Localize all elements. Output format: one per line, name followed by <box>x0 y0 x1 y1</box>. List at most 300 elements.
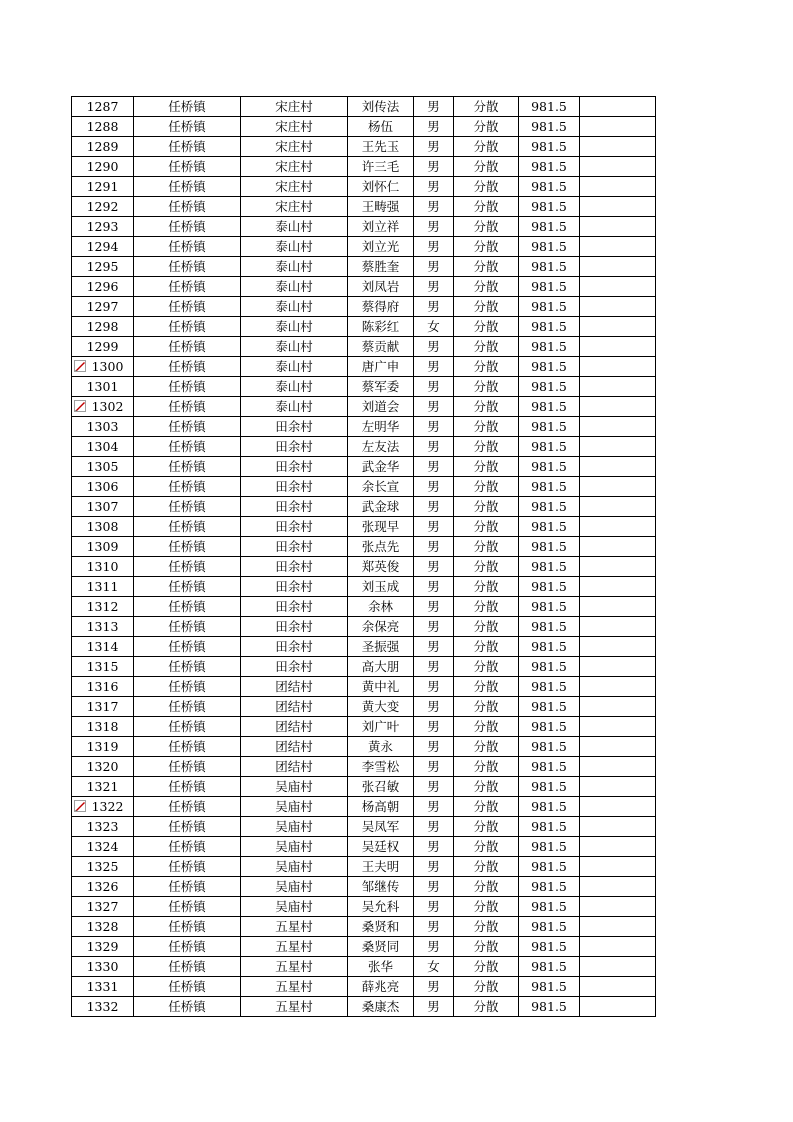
support-type-cell[interactable]: 分散 <box>454 677 519 697</box>
support-type-cell[interactable]: 分散 <box>454 817 519 837</box>
name-cell[interactable]: 吴廷权 <box>348 837 414 857</box>
town-cell[interactable]: 任桥镇 <box>134 777 241 797</box>
support-type-cell[interactable]: 分散 <box>454 717 519 737</box>
name-cell[interactable]: 郑英俊 <box>348 557 414 577</box>
name-cell[interactable]: 刘立祥 <box>348 217 414 237</box>
note-cell[interactable] <box>580 737 656 757</box>
row-number-cell[interactable]: 1308 <box>72 517 134 537</box>
village-cell[interactable]: 吴庙村 <box>241 857 348 877</box>
village-cell[interactable]: 五星村 <box>241 957 348 977</box>
note-cell[interactable] <box>580 97 656 117</box>
gender-cell[interactable]: 男 <box>414 857 454 877</box>
gender-cell[interactable]: 男 <box>414 697 454 717</box>
row-number-cell[interactable]: 1307 <box>72 497 134 517</box>
town-cell[interactable]: 任桥镇 <box>134 317 241 337</box>
support-type-cell[interactable]: 分散 <box>454 757 519 777</box>
note-cell[interactable] <box>580 757 656 777</box>
row-number-cell[interactable]: 1329 <box>72 937 134 957</box>
town-cell[interactable]: 任桥镇 <box>134 617 241 637</box>
village-cell[interactable]: 五星村 <box>241 937 348 957</box>
note-cell[interactable] <box>580 477 656 497</box>
note-cell[interactable] <box>580 817 656 837</box>
support-type-cell[interactable]: 分散 <box>454 977 519 997</box>
gender-cell[interactable]: 男 <box>414 297 454 317</box>
amount-cell[interactable]: 981.5 <box>519 437 580 457</box>
town-cell[interactable]: 任桥镇 <box>134 417 241 437</box>
support-type-cell[interactable]: 分散 <box>454 157 519 177</box>
amount-cell[interactable]: 981.5 <box>519 577 580 597</box>
amount-cell[interactable]: 981.5 <box>519 417 580 437</box>
gender-cell[interactable]: 男 <box>414 977 454 997</box>
village-cell[interactable]: 田余村 <box>241 437 348 457</box>
amount-cell[interactable]: 981.5 <box>519 597 580 617</box>
gender-cell[interactable]: 男 <box>414 797 454 817</box>
row-number-cell[interactable]: 1318 <box>72 717 134 737</box>
amount-cell[interactable]: 981.5 <box>519 637 580 657</box>
row-number-cell[interactable]: 1319 <box>72 737 134 757</box>
name-cell[interactable]: 武金球 <box>348 497 414 517</box>
village-cell[interactable]: 泰山村 <box>241 337 348 357</box>
name-cell[interactable]: 刘立光 <box>348 237 414 257</box>
name-cell[interactable]: 桑贤同 <box>348 937 414 957</box>
row-number-cell[interactable]: 1296 <box>72 277 134 297</box>
name-cell[interactable]: 桑贤和 <box>348 917 414 937</box>
support-type-cell[interactable]: 分散 <box>454 377 519 397</box>
note-cell[interactable] <box>580 717 656 737</box>
row-number-cell[interactable]: 1311 <box>72 577 134 597</box>
gender-cell[interactable]: 男 <box>414 177 454 197</box>
town-cell[interactable]: 任桥镇 <box>134 517 241 537</box>
amount-cell[interactable]: 981.5 <box>519 957 580 977</box>
amount-cell[interactable]: 981.5 <box>519 377 580 397</box>
gender-cell[interactable]: 男 <box>414 597 454 617</box>
row-number-cell[interactable]: 1327 <box>72 897 134 917</box>
amount-cell[interactable]: 981.5 <box>519 277 580 297</box>
town-cell[interactable]: 任桥镇 <box>134 537 241 557</box>
row-number-cell[interactable]: 1288 <box>72 117 134 137</box>
name-cell[interactable]: 刘玉成 <box>348 577 414 597</box>
amount-cell[interactable]: 981.5 <box>519 397 580 417</box>
village-cell[interactable]: 团结村 <box>241 717 348 737</box>
note-cell[interactable] <box>580 317 656 337</box>
note-cell[interactable] <box>580 837 656 857</box>
row-number-cell[interactable]: 1289 <box>72 137 134 157</box>
note-cell[interactable] <box>580 197 656 217</box>
note-cell[interactable] <box>580 677 656 697</box>
gender-cell[interactable]: 男 <box>414 477 454 497</box>
name-cell[interactable]: 黄中礼 <box>348 677 414 697</box>
note-cell[interactable] <box>580 877 656 897</box>
gender-cell[interactable]: 男 <box>414 457 454 477</box>
village-cell[interactable]: 泰山村 <box>241 357 348 377</box>
gender-cell[interactable]: 男 <box>414 377 454 397</box>
gender-cell[interactable]: 男 <box>414 617 454 637</box>
town-cell[interactable]: 任桥镇 <box>134 997 241 1017</box>
note-cell[interactable] <box>580 397 656 417</box>
amount-cell[interactable]: 981.5 <box>519 517 580 537</box>
amount-cell[interactable]: 981.5 <box>519 217 580 237</box>
name-cell[interactable]: 杨伍 <box>348 117 414 137</box>
amount-cell[interactable]: 981.5 <box>519 177 580 197</box>
village-cell[interactable]: 泰山村 <box>241 277 348 297</box>
note-cell[interactable] <box>580 157 656 177</box>
support-type-cell[interactable]: 分散 <box>454 517 519 537</box>
village-cell[interactable]: 田余村 <box>241 497 348 517</box>
row-number-cell[interactable]: 1294 <box>72 237 134 257</box>
support-type-cell[interactable]: 分散 <box>454 797 519 817</box>
gender-cell[interactable]: 男 <box>414 137 454 157</box>
gender-cell[interactable]: 男 <box>414 197 454 217</box>
town-cell[interactable]: 任桥镇 <box>134 977 241 997</box>
row-number-cell[interactable]: 1325 <box>72 857 134 877</box>
amount-cell[interactable]: 981.5 <box>519 97 580 117</box>
amount-cell[interactable]: 981.5 <box>519 157 580 177</box>
amount-cell[interactable]: 981.5 <box>519 477 580 497</box>
town-cell[interactable]: 任桥镇 <box>134 577 241 597</box>
town-cell[interactable]: 任桥镇 <box>134 337 241 357</box>
name-cell[interactable]: 黄大变 <box>348 697 414 717</box>
support-type-cell[interactable]: 分散 <box>454 477 519 497</box>
row-number-cell[interactable]: 1322 <box>72 797 134 817</box>
note-cell[interactable] <box>580 217 656 237</box>
village-cell[interactable]: 吴庙村 <box>241 877 348 897</box>
gender-cell[interactable]: 男 <box>414 577 454 597</box>
amount-cell[interactable]: 981.5 <box>519 557 580 577</box>
support-type-cell[interactable]: 分散 <box>454 497 519 517</box>
village-cell[interactable]: 田余村 <box>241 577 348 597</box>
support-type-cell[interactable]: 分散 <box>454 557 519 577</box>
amount-cell[interactable]: 981.5 <box>519 897 580 917</box>
support-type-cell[interactable]: 分散 <box>454 457 519 477</box>
town-cell[interactable]: 任桥镇 <box>134 477 241 497</box>
village-cell[interactable]: 宋庄村 <box>241 117 348 137</box>
row-number-cell[interactable]: 1292 <box>72 197 134 217</box>
amount-cell[interactable]: 981.5 <box>519 797 580 817</box>
name-cell[interactable]: 蔡贡献 <box>348 337 414 357</box>
village-cell[interactable]: 泰山村 <box>241 297 348 317</box>
village-cell[interactable]: 田余村 <box>241 517 348 537</box>
gender-cell[interactable]: 男 <box>414 257 454 277</box>
town-cell[interactable]: 任桥镇 <box>134 217 241 237</box>
support-type-cell[interactable]: 分散 <box>454 217 519 237</box>
amount-cell[interactable]: 981.5 <box>519 657 580 677</box>
gender-cell[interactable]: 男 <box>414 537 454 557</box>
town-cell[interactable]: 任桥镇 <box>134 737 241 757</box>
town-cell[interactable]: 任桥镇 <box>134 857 241 877</box>
row-number-cell[interactable]: 1321 <box>72 777 134 797</box>
amount-cell[interactable]: 981.5 <box>519 497 580 517</box>
name-cell[interactable]: 杨高朝 <box>348 797 414 817</box>
name-cell[interactable]: 余林 <box>348 597 414 617</box>
note-cell[interactable] <box>580 997 656 1017</box>
support-type-cell[interactable]: 分散 <box>454 357 519 377</box>
amount-cell[interactable]: 981.5 <box>519 997 580 1017</box>
gender-cell[interactable]: 男 <box>414 157 454 177</box>
row-number-cell[interactable]: 1331 <box>72 977 134 997</box>
row-number-cell[interactable]: 1290 <box>72 157 134 177</box>
village-cell[interactable]: 吴庙村 <box>241 777 348 797</box>
town-cell[interactable]: 任桥镇 <box>134 257 241 277</box>
amount-cell[interactable]: 981.5 <box>519 917 580 937</box>
row-number-cell[interactable]: 1326 <box>72 877 134 897</box>
support-type-cell[interactable]: 分散 <box>454 777 519 797</box>
village-cell[interactable]: 五星村 <box>241 917 348 937</box>
name-cell[interactable]: 薛兆亮 <box>348 977 414 997</box>
support-type-cell[interactable]: 分散 <box>454 997 519 1017</box>
town-cell[interactable]: 任桥镇 <box>134 937 241 957</box>
village-cell[interactable]: 田余村 <box>241 457 348 477</box>
row-number-cell[interactable]: 1316 <box>72 677 134 697</box>
amount-cell[interactable]: 981.5 <box>519 117 580 137</box>
village-cell[interactable]: 田余村 <box>241 597 348 617</box>
name-cell[interactable]: 余长宣 <box>348 477 414 497</box>
gender-cell[interactable]: 男 <box>414 217 454 237</box>
village-cell[interactable]: 泰山村 <box>241 397 348 417</box>
amount-cell[interactable]: 981.5 <box>519 457 580 477</box>
row-number-cell[interactable]: 1297 <box>72 297 134 317</box>
town-cell[interactable]: 任桥镇 <box>134 497 241 517</box>
amount-cell[interactable]: 981.5 <box>519 717 580 737</box>
town-cell[interactable]: 任桥镇 <box>134 837 241 857</box>
amount-cell[interactable]: 981.5 <box>519 777 580 797</box>
name-cell[interactable]: 刘传法 <box>348 97 414 117</box>
town-cell[interactable]: 任桥镇 <box>134 277 241 297</box>
support-type-cell[interactable]: 分散 <box>454 617 519 637</box>
name-cell[interactable]: 王畴强 <box>348 197 414 217</box>
name-cell[interactable]: 武金华 <box>348 457 414 477</box>
row-number-cell[interactable]: 1330 <box>72 957 134 977</box>
support-type-cell[interactable]: 分散 <box>454 857 519 877</box>
note-cell[interactable] <box>580 177 656 197</box>
gender-cell[interactable]: 男 <box>414 937 454 957</box>
village-cell[interactable]: 宋庄村 <box>241 177 348 197</box>
comment-marker-icon[interactable] <box>74 360 86 372</box>
amount-cell[interactable]: 981.5 <box>519 297 580 317</box>
name-cell[interactable]: 邹继传 <box>348 877 414 897</box>
gender-cell[interactable]: 男 <box>414 877 454 897</box>
name-cell[interactable]: 黄永 <box>348 737 414 757</box>
village-cell[interactable]: 五星村 <box>241 977 348 997</box>
note-cell[interactable] <box>580 697 656 717</box>
name-cell[interactable]: 陈彩红 <box>348 317 414 337</box>
note-cell[interactable] <box>580 557 656 577</box>
town-cell[interactable]: 任桥镇 <box>134 677 241 697</box>
amount-cell[interactable]: 981.5 <box>519 237 580 257</box>
gender-cell[interactable]: 男 <box>414 517 454 537</box>
note-cell[interactable] <box>580 277 656 297</box>
village-cell[interactable]: 田余村 <box>241 617 348 637</box>
support-type-cell[interactable]: 分散 <box>454 657 519 677</box>
amount-cell[interactable]: 981.5 <box>519 137 580 157</box>
village-cell[interactable]: 团结村 <box>241 757 348 777</box>
name-cell[interactable]: 刘凤岩 <box>348 277 414 297</box>
note-cell[interactable] <box>580 577 656 597</box>
note-cell[interactable] <box>580 797 656 817</box>
gender-cell[interactable]: 男 <box>414 637 454 657</box>
row-number-cell[interactable]: 1320 <box>72 757 134 777</box>
support-type-cell[interactable]: 分散 <box>454 317 519 337</box>
town-cell[interactable]: 任桥镇 <box>134 597 241 617</box>
row-number-cell[interactable]: 1312 <box>72 597 134 617</box>
row-number-cell[interactable]: 1323 <box>72 817 134 837</box>
town-cell[interactable]: 任桥镇 <box>134 397 241 417</box>
town-cell[interactable]: 任桥镇 <box>134 797 241 817</box>
gender-cell[interactable]: 男 <box>414 397 454 417</box>
support-type-cell[interactable]: 分散 <box>454 637 519 657</box>
amount-cell[interactable]: 981.5 <box>519 817 580 837</box>
support-type-cell[interactable]: 分散 <box>454 337 519 357</box>
name-cell[interactable]: 左友法 <box>348 437 414 457</box>
town-cell[interactable]: 任桥镇 <box>134 437 241 457</box>
support-type-cell[interactable]: 分散 <box>454 597 519 617</box>
amount-cell[interactable]: 981.5 <box>519 977 580 997</box>
town-cell[interactable]: 任桥镇 <box>134 97 241 117</box>
row-number-cell[interactable]: 1309 <box>72 537 134 557</box>
name-cell[interactable]: 唐广申 <box>348 357 414 377</box>
village-cell[interactable]: 宋庄村 <box>241 137 348 157</box>
name-cell[interactable]: 左明华 <box>348 417 414 437</box>
town-cell[interactable]: 任桥镇 <box>134 917 241 937</box>
amount-cell[interactable]: 981.5 <box>519 857 580 877</box>
row-number-cell[interactable]: 1324 <box>72 837 134 857</box>
amount-cell[interactable]: 981.5 <box>519 677 580 697</box>
name-cell[interactable]: 蔡军委 <box>348 377 414 397</box>
gender-cell[interactable]: 男 <box>414 777 454 797</box>
town-cell[interactable]: 任桥镇 <box>134 457 241 477</box>
gender-cell[interactable]: 男 <box>414 237 454 257</box>
note-cell[interactable] <box>580 377 656 397</box>
comment-marker-icon[interactable] <box>74 400 86 412</box>
row-number-cell[interactable]: 1299 <box>72 337 134 357</box>
note-cell[interactable] <box>580 617 656 637</box>
name-cell[interactable]: 桑康杰 <box>348 997 414 1017</box>
row-number-cell[interactable]: 1293 <box>72 217 134 237</box>
gender-cell[interactable]: 男 <box>414 337 454 357</box>
town-cell[interactable]: 任桥镇 <box>134 197 241 217</box>
name-cell[interactable]: 李雪松 <box>348 757 414 777</box>
support-type-cell[interactable]: 分散 <box>454 837 519 857</box>
support-type-cell[interactable]: 分散 <box>454 937 519 957</box>
note-cell[interactable] <box>580 117 656 137</box>
village-cell[interactable]: 田余村 <box>241 657 348 677</box>
note-cell[interactable] <box>580 297 656 317</box>
village-cell[interactable]: 泰山村 <box>241 257 348 277</box>
support-type-cell[interactable]: 分散 <box>454 537 519 557</box>
note-cell[interactable] <box>580 857 656 877</box>
village-cell[interactable]: 田余村 <box>241 557 348 577</box>
town-cell[interactable]: 任桥镇 <box>134 817 241 837</box>
note-cell[interactable] <box>580 917 656 937</box>
name-cell[interactable]: 许三毛 <box>348 157 414 177</box>
row-number-cell[interactable]: 1291 <box>72 177 134 197</box>
note-cell[interactable] <box>580 137 656 157</box>
note-cell[interactable] <box>580 417 656 437</box>
village-cell[interactable]: 吴庙村 <box>241 837 348 857</box>
comment-marker-icon[interactable] <box>74 800 86 812</box>
town-cell[interactable]: 任桥镇 <box>134 657 241 677</box>
note-cell[interactable] <box>580 237 656 257</box>
support-type-cell[interactable]: 分散 <box>454 697 519 717</box>
name-cell[interactable]: 王夫明 <box>348 857 414 877</box>
note-cell[interactable] <box>580 937 656 957</box>
name-cell[interactable]: 张华 <box>348 957 414 977</box>
name-cell[interactable]: 蔡得府 <box>348 297 414 317</box>
amount-cell[interactable]: 981.5 <box>519 877 580 897</box>
note-cell[interactable] <box>580 457 656 477</box>
support-type-cell[interactable]: 分散 <box>454 197 519 217</box>
name-cell[interactable]: 张召敏 <box>348 777 414 797</box>
support-type-cell[interactable]: 分散 <box>454 897 519 917</box>
row-number-cell[interactable]: 1306 <box>72 477 134 497</box>
village-cell[interactable]: 泰山村 <box>241 217 348 237</box>
support-type-cell[interactable]: 分散 <box>454 117 519 137</box>
note-cell[interactable] <box>580 977 656 997</box>
amount-cell[interactable]: 981.5 <box>519 197 580 217</box>
town-cell[interactable]: 任桥镇 <box>134 957 241 977</box>
note-cell[interactable] <box>580 357 656 377</box>
support-type-cell[interactable]: 分散 <box>454 877 519 897</box>
support-type-cell[interactable]: 分散 <box>454 417 519 437</box>
name-cell[interactable]: 刘怀仁 <box>348 177 414 197</box>
row-number-cell[interactable]: 1298 <box>72 317 134 337</box>
name-cell[interactable]: 圣振强 <box>348 637 414 657</box>
amount-cell[interactable]: 981.5 <box>519 697 580 717</box>
note-cell[interactable] <box>580 497 656 517</box>
note-cell[interactable] <box>580 637 656 657</box>
gender-cell[interactable]: 男 <box>414 737 454 757</box>
gender-cell[interactable]: 男 <box>414 757 454 777</box>
gender-cell[interactable]: 女 <box>414 957 454 977</box>
note-cell[interactable] <box>580 777 656 797</box>
note-cell[interactable] <box>580 957 656 977</box>
row-number-cell[interactable]: 1287 <box>72 97 134 117</box>
support-type-cell[interactable]: 分散 <box>454 437 519 457</box>
note-cell[interactable] <box>580 897 656 917</box>
support-type-cell[interactable]: 分散 <box>454 177 519 197</box>
note-cell[interactable] <box>580 517 656 537</box>
row-number-cell[interactable]: 1295 <box>72 257 134 277</box>
town-cell[interactable]: 任桥镇 <box>134 377 241 397</box>
village-cell[interactable]: 田余村 <box>241 637 348 657</box>
gender-cell[interactable]: 男 <box>414 897 454 917</box>
gender-cell[interactable]: 男 <box>414 357 454 377</box>
name-cell[interactable]: 蔡胜奎 <box>348 257 414 277</box>
gender-cell[interactable]: 男 <box>414 837 454 857</box>
row-number-cell[interactable]: 1332 <box>72 997 134 1017</box>
gender-cell[interactable]: 男 <box>414 817 454 837</box>
name-cell[interactable]: 刘广叶 <box>348 717 414 737</box>
village-cell[interactable]: 宋庄村 <box>241 157 348 177</box>
name-cell[interactable]: 吴允科 <box>348 897 414 917</box>
name-cell[interactable]: 张点先 <box>348 537 414 557</box>
village-cell[interactable]: 泰山村 <box>241 237 348 257</box>
row-number-cell[interactable]: 1302 <box>72 397 134 417</box>
village-cell[interactable]: 团结村 <box>241 737 348 757</box>
row-number-cell[interactable]: 1317 <box>72 697 134 717</box>
town-cell[interactable]: 任桥镇 <box>134 117 241 137</box>
row-number-cell[interactable]: 1313 <box>72 617 134 637</box>
village-cell[interactable]: 吴庙村 <box>241 897 348 917</box>
village-cell[interactable]: 吴庙村 <box>241 817 348 837</box>
gender-cell[interactable]: 男 <box>414 277 454 297</box>
note-cell[interactable] <box>580 257 656 277</box>
row-number-cell[interactable]: 1301 <box>72 377 134 397</box>
gender-cell[interactable]: 男 <box>414 677 454 697</box>
town-cell[interactable]: 任桥镇 <box>134 557 241 577</box>
village-cell[interactable]: 五星村 <box>241 997 348 1017</box>
village-cell[interactable]: 宋庄村 <box>241 197 348 217</box>
town-cell[interactable]: 任桥镇 <box>134 357 241 377</box>
